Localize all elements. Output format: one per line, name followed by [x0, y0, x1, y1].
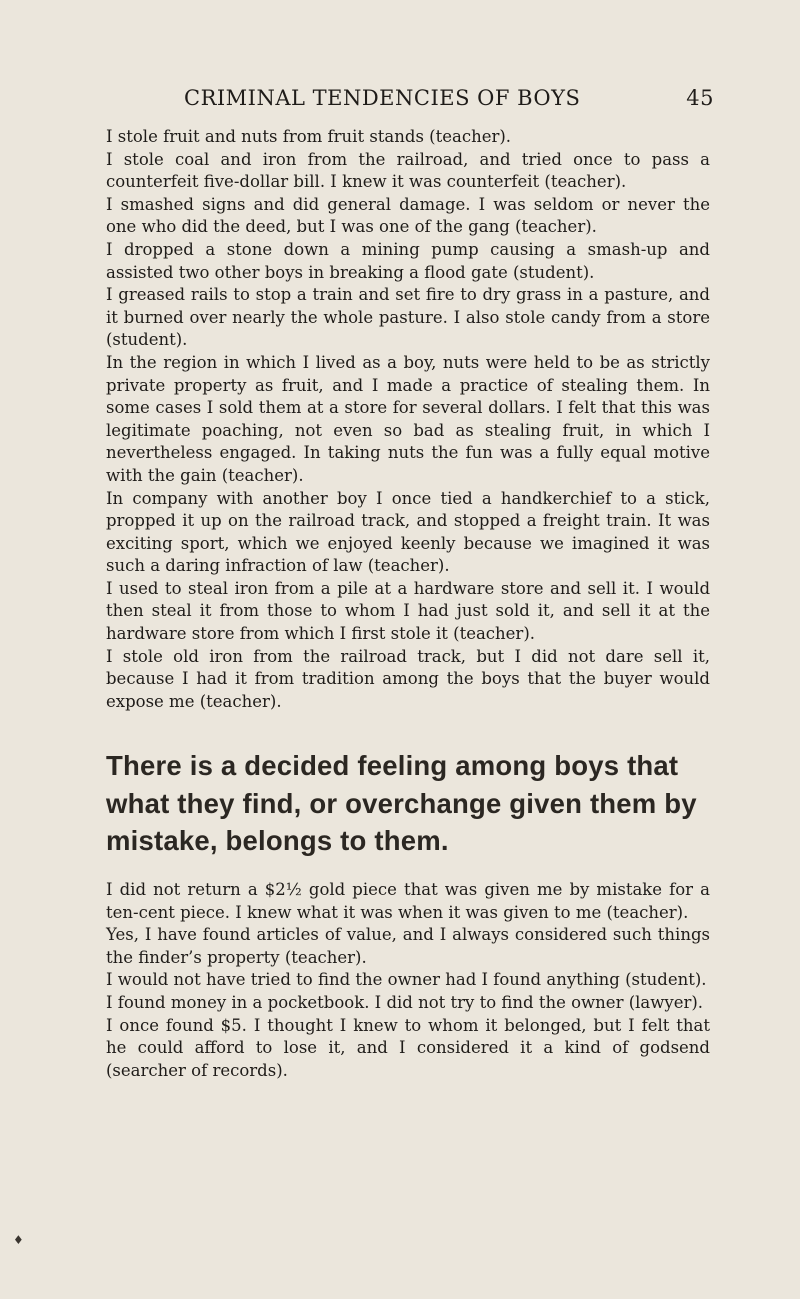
- running-title: CRIMINAL TENDENCIES OF BOYS: [184, 86, 581, 110]
- paragraph: I stole old iron from the railroad track, but I did not dare sell it, because I had it from tradition among the boys that the buyer would expose me (teacher).: [106, 646, 710, 711]
- paragraph: I used to steal iron from a pile at a hardware store and sell it. I would then steal it from those to whom I had just sold it, and sell it at the hardware store from which I first stole it (teacher).: [106, 578, 710, 644]
- paragraph: I did not return a $2½ gold piece that was given me by mistake for a ten-cent piece. I knew what it was when it was given to me (teacher).: [106, 879, 710, 922]
- paragraph: I greased rails to stop a train and set fire to dry grass in a pasture, and it burned over nearly the whole pasture. I also stole candy from a store (student).: [106, 285, 710, 350]
- paragraph: In company with another boy I once tied a handkerchief to a stick, propped it up on the railroad track, and stopped a freight train. It was exciting sport, which we enjoyed keenly because we imagined it was such a daring infraction of law (teacher).: [106, 488, 710, 576]
- running-head: [184, 86, 714, 116]
- paragraph: I once found $5. I thought I knew to whom it belonged, but I felt that he could afford to lose it, and I considered it a kind of godsend (searcher of records).: [106, 1015, 710, 1080]
- paragraph: I stole coal and iron from the railroad, and tried once to pass a counterfeit five-dollar bill. I knew it was counterfeit (teacher).: [106, 149, 710, 192]
- paragraph: I found money in a pocketbook. I did not try to find the owner (lawyer).: [106, 992, 704, 1012]
- paragraph: I stole fruit and nuts from fruit stands (teacher).: [106, 127, 512, 146]
- margin-mark: ♦: [13, 1233, 24, 1247]
- page-number: 45: [686, 86, 714, 110]
- paragraph: I would not have tried to find the owner had I found anything (student).: [106, 970, 707, 990]
- paragraph: Yes, I have found articles of value, and I always considered such things the finder’s property (teacher).: [106, 925, 710, 967]
- section-heading: There is a decided feeling among boys that what they find, or overchange given them by mistake, belongs to them.: [106, 750, 697, 857]
- paragraph: I smashed signs and did general damage. I was seldom or never the one who did the deed, but I was one of the gang (teacher).: [106, 194, 710, 237]
- paragraph: In the region in which I lived as a boy, nuts were held to be as strictly private property as fruit, and I made a practice of stealing them. In some cases I sold them at a store for several dollars. I felt that this was legitimate poaching, not even so bad as stealing fruit, in which I nevertheless engaged. In taking nuts the fun was a fully equal motive with the gain (teacher).: [106, 352, 710, 485]
- paragraph: I dropped a stone down a mining pump causing a smash-up and assisted two other boys in breaking a flood gate (student).: [106, 239, 710, 282]
- body-text: [106, 126, 710, 1082]
